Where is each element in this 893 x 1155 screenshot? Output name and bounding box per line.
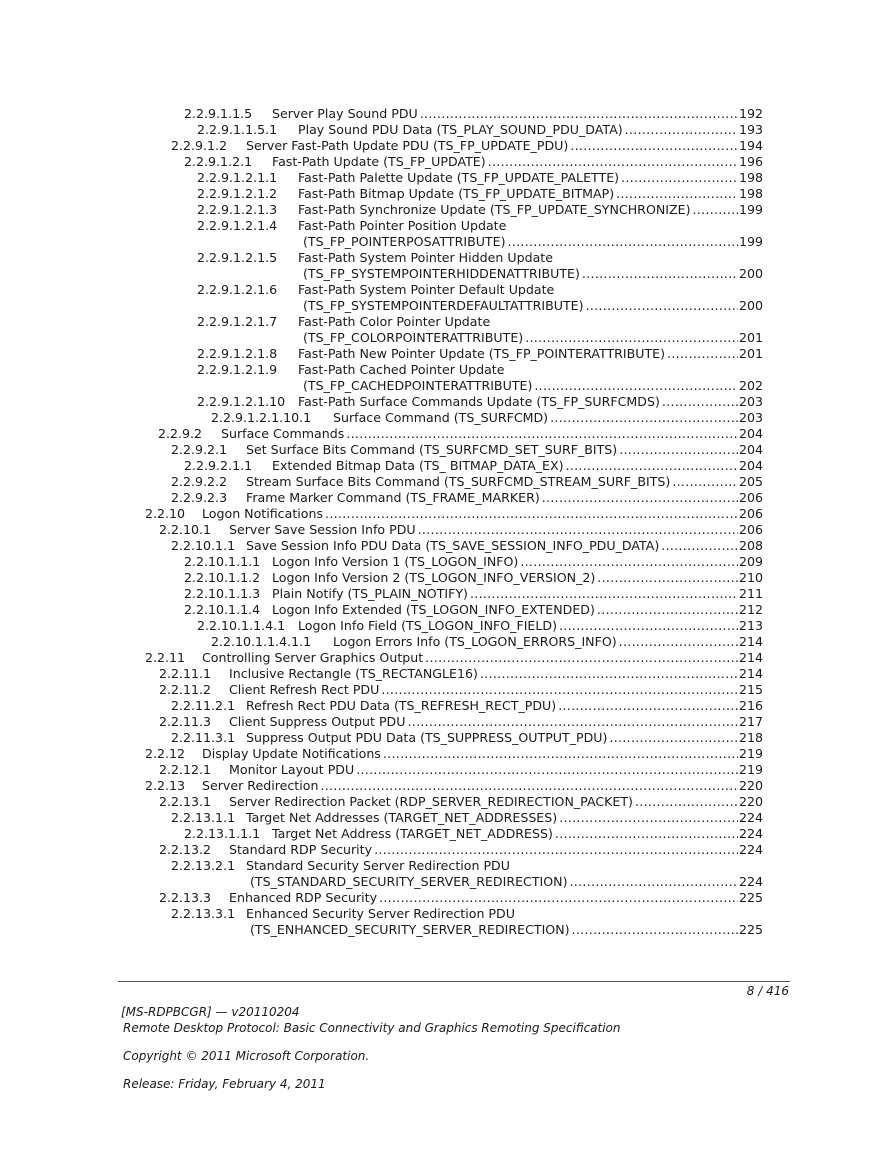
toc-entry-number: 2.2.10.1.1.4.1.1 — [211, 634, 312, 649]
toc-entry-number: 2.2.9.1.2.1.9 — [197, 362, 278, 377]
toc-entry[interactable] — [0, 282, 893, 314]
toc-entry-number: 2.2.9.2.2 — [171, 474, 228, 489]
dot-leader — [555, 826, 738, 842]
toc-entry-title-continued: (TS_FP_SYSTEMPOINTERHIDDENATTRIBUTE) — [303, 266, 580, 281]
toc-entry-title: Surface Commands — [221, 426, 345, 441]
toc-entry-page: 225 — [738, 922, 763, 937]
document-id: [MS-RDPBCGR] — v20110204 — [121, 1005, 300, 1019]
footer-divider — [118, 981, 790, 982]
toc-entry[interactable] — [0, 858, 893, 890]
toc-entry-number: 2.2.13.1.1.1 — [184, 826, 261, 841]
toc-entry[interactable] — [0, 698, 893, 714]
toc-entry-page: 217 — [738, 714, 763, 729]
toc-entry[interactable] — [0, 730, 893, 746]
toc-entry-number: 2.2.11.1 — [159, 666, 212, 681]
toc-entry[interactable] — [0, 106, 893, 122]
toc-entry-number: 2.2.11.2.1 — [171, 698, 236, 713]
toc-entry-title: Fast-Path Synchronize Update (TS_FP_UPDATE_SYNCHRONIZE) — [298, 202, 691, 217]
toc-entry[interactable] — [0, 202, 893, 218]
dot-leader — [586, 298, 738, 314]
toc-entry-title-continued: (TS_FP_CACHEDPOINTERATTRIBUTE) — [303, 378, 533, 393]
toc-entry-title: Fast-Path Update (TS_FP_UPDATE) — [272, 154, 486, 169]
toc-entry-title: Target Net Addresses (TARGET_NET_ADDRESSES) — [246, 810, 558, 825]
toc-entry-number: 2.2.9.1.2.1.7 — [197, 314, 278, 329]
toc-entry-number: 2.2.9.1.1.5.1 — [197, 122, 278, 137]
toc-entry[interactable] — [0, 346, 893, 362]
toc-entry-page: 206 — [738, 522, 763, 537]
dot-leader — [550, 410, 738, 426]
toc-entry-number: 2.2.10.1.1.4.1 — [197, 618, 286, 633]
toc-entry-page: 192 — [738, 106, 763, 121]
toc-entry[interactable] — [0, 154, 893, 170]
toc-entry-title: Stream Surface Bits Command (TS_SURFCMD_STREAM_SURF_BITS) — [246, 474, 671, 489]
toc-entry[interactable] — [0, 906, 893, 938]
dot-leader — [625, 122, 738, 138]
toc-entry-title: Logon Notifications — [202, 506, 324, 521]
dot-leader — [559, 810, 738, 826]
toc-entry-number: 2.2.9.1.2.1.4 — [197, 218, 278, 233]
toc-entry-title: Server Fast-Path Update PDU (TS_FP_UPDATE_PDU) — [246, 138, 569, 153]
dot-leader — [662, 394, 738, 410]
dot-leader — [621, 170, 738, 186]
toc-entry-title: Inclusive Rectangle (TS_RECTANGLE16) — [229, 666, 478, 681]
toc-entry[interactable] — [0, 602, 893, 618]
toc-entry[interactable] — [0, 122, 893, 138]
toc-entry-page: 219 — [738, 746, 763, 761]
toc-entry-title: Client Refresh Rect PDU — [229, 682, 380, 697]
toc-entry-page: 204 — [738, 442, 763, 457]
toc-entry-title: Logon Info Version 1 (TS_LOGON_INFO) — [272, 554, 519, 569]
toc-entry-page: 203 — [738, 410, 763, 425]
dot-leader — [374, 842, 738, 858]
toc-entry[interactable] — [0, 682, 893, 698]
toc-entry-title: Enhanced RDP Security — [229, 890, 378, 905]
toc-entry-title: Fast-Path Palette Update (TS_FP_UPDATE_PALETTE) — [298, 170, 620, 185]
toc-entry-number: 2.2.9.1.2 — [171, 138, 228, 153]
toc-entry-number: 2.2.9.1.2.1.5 — [197, 250, 278, 265]
toc-entry-title: Fast-Path Cached Pointer Update — [298, 362, 505, 377]
toc-entry[interactable] — [0, 522, 893, 538]
toc-entry-title: Target Net Address (TARGET_NET_ADDRESS) — [272, 826, 553, 841]
toc-entry[interactable] — [0, 474, 893, 490]
dot-leader — [346, 426, 738, 442]
toc-entry[interactable] — [0, 314, 893, 346]
dot-leader — [470, 586, 738, 602]
toc-entry-title: Display Update Notifications — [202, 746, 381, 761]
toc-entry-number: 2.2.11.3.1 — [171, 730, 236, 745]
toc-entry-number: 2.2.9.1.2.1.3 — [197, 202, 278, 217]
dot-leader — [381, 682, 738, 698]
dot-leader — [407, 714, 737, 730]
toc-entry-number: 2.2.10.1.1.3 — [184, 586, 261, 601]
toc-entry-page: 214 — [738, 634, 763, 649]
toc-entry-page: 198 — [738, 170, 763, 185]
dot-leader — [525, 330, 738, 346]
dot-leader — [619, 634, 738, 650]
toc-entry[interactable] — [0, 170, 893, 186]
toc-entry-page: 214 — [738, 666, 763, 681]
toc-entry-page: 215 — [738, 682, 763, 697]
toc-entry-page: 213 — [738, 618, 763, 633]
toc-entry-page: 216 — [738, 698, 763, 713]
toc-entry-page: 225 — [738, 890, 763, 905]
toc-entry[interactable] — [0, 506, 893, 522]
toc-entry-title-continued: (TS_STANDARD_SECURITY_SERVER_REDIRECTION) — [250, 874, 568, 889]
dot-leader — [320, 778, 738, 794]
toc-entry-number: 2.2.9.1.2.1.8 — [197, 346, 278, 361]
dot-leader — [572, 922, 738, 938]
dot-leader — [635, 794, 738, 810]
dot-leader — [356, 762, 738, 778]
toc-entry[interactable] — [0, 842, 893, 858]
toc-entry-title: Enhanced Security Server Redirection PDU — [246, 906, 515, 921]
toc-entry-number: 2.2.13.1 — [159, 794, 212, 809]
toc-entry-page: 198 — [738, 186, 763, 201]
toc-entry-title: Server Save Session Info PDU — [229, 522, 416, 537]
toc-entry-title: Controlling Server Graphics Output — [202, 650, 424, 665]
toc-entry-title-continued: (TS_ENHANCED_SECURITY_SERVER_REDIRECTION) — [250, 922, 570, 937]
toc-entry-number: 2.2.10.1.1.2 — [184, 570, 261, 585]
toc-entry[interactable] — [0, 618, 893, 634]
toc-entry-page: 200 — [738, 266, 763, 281]
page-number: 8 / 416 — [746, 984, 789, 998]
toc-entry-page: 193 — [738, 122, 763, 137]
toc-entry-page: 200 — [738, 298, 763, 313]
toc-entry-number: 2.2.10.1.1.1 — [184, 554, 261, 569]
dot-leader — [570, 874, 738, 890]
toc-entry[interactable] — [0, 650, 893, 666]
toc-entry-number: 2.2.10.1.1 — [171, 538, 236, 553]
dot-leader — [672, 474, 738, 490]
toc-entry-number: 2.2.9.2.3 — [171, 490, 228, 505]
dot-leader — [667, 346, 738, 362]
toc-entry[interactable] — [0, 186, 893, 202]
toc-entry[interactable] — [0, 746, 893, 762]
toc-entry-title: Logon Info Version 2 (TS_LOGON_INFO_VERSION_2) — [272, 570, 596, 585]
dot-leader — [418, 522, 738, 538]
toc-entry-page: 204 — [738, 426, 763, 441]
toc-entry[interactable] — [0, 394, 893, 410]
toc-entry-page: 208 — [738, 538, 763, 553]
toc-entry-page: 224 — [738, 826, 763, 841]
toc-entry-title-continued: (TS_FP_COLORPOINTERATTRIBUTE) — [303, 330, 524, 345]
toc-entry-number: 2.2.12 — [145, 746, 186, 761]
toc-entry-page: 194 — [738, 138, 763, 153]
dot-leader — [661, 538, 738, 554]
toc-entry[interactable] — [0, 570, 893, 586]
toc-entry-number: 2.2.11.2 — [159, 682, 212, 697]
toc-entry-title: Suppress Output PDU Data (TS_SUPPRESS_OUTPUT_PDU) — [246, 730, 608, 745]
toc-entry-title: Fast-Path System Pointer Hidden Update — [298, 250, 553, 265]
toc-entry-page: 203 — [738, 394, 763, 409]
dot-leader — [597, 570, 738, 586]
toc-entry-title: Logon Info Extended (TS_LOGON_INFO_EXTENDED) — [272, 602, 595, 617]
dot-leader — [570, 138, 738, 154]
dot-leader — [520, 554, 738, 570]
toc-entry-page: 224 — [738, 874, 763, 889]
toc-entry-page: 199 — [738, 234, 763, 249]
toc-entry[interactable] — [0, 810, 893, 826]
dot-leader — [559, 618, 738, 634]
toc-entry-number: 2.2.13.2 — [159, 842, 212, 857]
toc-entry-number: 2.2.13.3 — [159, 890, 212, 905]
dot-leader — [542, 490, 738, 506]
toc-entry-page: 214 — [738, 650, 763, 665]
toc-entry-page: 201 — [738, 330, 763, 345]
toc-entry[interactable] — [0, 138, 893, 154]
toc-entry-title: Fast-Path Color Pointer Update — [298, 314, 491, 329]
dot-leader — [692, 202, 737, 218]
toc-entry-page: 201 — [738, 346, 763, 361]
toc-entry-title: Client Suppress Output PDU — [229, 714, 406, 729]
toc-entry-page: 196 — [738, 154, 763, 169]
release-date: Release: Friday, February 4, 2011 — [123, 1077, 326, 1091]
toc-entry[interactable] — [0, 634, 893, 650]
toc-entry[interactable] — [0, 714, 893, 730]
toc-entry-number: 2.2.13.3.1 — [171, 906, 236, 921]
toc-entry-title: Fast-Path Bitmap Update (TS_FP_UPDATE_BITMAP) — [298, 186, 615, 201]
toc-entry-page: 199 — [738, 202, 763, 217]
toc-entry-page: 202 — [738, 378, 763, 393]
dot-leader — [609, 730, 738, 746]
toc-entry-title: Server Play Sound PDU — [272, 106, 418, 121]
dot-leader — [480, 666, 738, 682]
toc-entry-title: Logon Info Field (TS_LOGON_INFO_FIELD) — [298, 618, 557, 633]
toc-entry-page: 224 — [738, 810, 763, 825]
toc-entry-number: 2.2.9.1.2.1.6 — [197, 282, 278, 297]
dot-leader — [597, 602, 738, 618]
toc-entry-title: Fast-Path New Pointer Update (TS_FP_POINTERATTRIBUTE) — [298, 346, 666, 361]
toc-entry-page: 206 — [738, 506, 763, 521]
dot-leader — [325, 506, 738, 522]
toc-entry[interactable] — [0, 538, 893, 554]
toc-entry[interactable] — [0, 442, 893, 458]
toc-entry-page: 206 — [738, 490, 763, 505]
toc-entry-number: 2.2.10 — [145, 506, 186, 521]
toc-entry-number: 2.2.13 — [145, 778, 186, 793]
toc-entry-number: 2.2.9.1.2.1.10 — [197, 394, 286, 409]
toc-entry[interactable] — [0, 362, 893, 394]
toc-entry-number: 2.2.10.1.1.4 — [184, 602, 261, 617]
toc-entry-number: 2.2.10.1 — [159, 522, 212, 537]
toc-entry-title: Standard RDP Security — [229, 842, 373, 857]
toc-entry-page: 219 — [738, 762, 763, 777]
toc-entry-page: 220 — [738, 794, 763, 809]
toc-entry-title: Server Redirection — [202, 778, 319, 793]
toc-entry-page: 204 — [738, 458, 763, 473]
toc-entry-page: 210 — [738, 570, 763, 585]
toc-entry-number: 2.2.13.2.1 — [171, 858, 236, 873]
toc-entry[interactable] — [0, 778, 893, 794]
table-of-contents — [0, 106, 893, 938]
toc-entry-page: 205 — [738, 474, 763, 489]
toc-entry-number: 2.2.9.2.1 — [171, 442, 228, 457]
toc-entry[interactable] — [0, 826, 893, 842]
toc-entry[interactable] — [0, 458, 893, 474]
dot-leader — [508, 234, 738, 250]
toc-entry-title: Surface Command (TS_SURFCMD) — [333, 410, 549, 425]
toc-entry-page: 212 — [738, 602, 763, 617]
toc-entry-number: 2.2.9.2.1.1 — [184, 458, 253, 473]
toc-entry[interactable] — [0, 426, 893, 442]
toc-entry-title: Fast-Path Pointer Position Update — [298, 218, 507, 233]
dot-leader — [534, 378, 738, 394]
toc-entry-title: Save Session Info PDU Data (TS_SAVE_SESSION_INFO_PDU_DATA) — [246, 538, 660, 553]
toc-entry-number: 2.2.9.1.1.5 — [184, 106, 253, 121]
toc-entry[interactable] — [0, 762, 893, 778]
document-title: Remote Desktop Protocol: Basic Connectivity and Graphics Remoting Specification — [123, 1021, 621, 1035]
toc-entry[interactable] — [0, 890, 893, 906]
toc-entry-page: 220 — [738, 778, 763, 793]
toc-entry-title: Refresh Rect PDU Data (TS_REFRESH_RECT_PDU) — [246, 698, 557, 713]
toc-entry[interactable] — [0, 586, 893, 602]
toc-entry-title: Server Redirection Packet (RDP_SERVER_REDIRECTION_PACKET) — [229, 794, 633, 809]
toc-entry[interactable] — [0, 490, 893, 506]
toc-entry-title: Monitor Layout PDU — [229, 762, 355, 777]
toc-entry[interactable] — [0, 218, 893, 250]
toc-entry-number: 2.2.9.1.2.1.10.1 — [211, 410, 312, 425]
toc-entry-title: Extended Bitmap Data (TS_ BITMAP_DATA_EX) — [272, 458, 564, 473]
dot-leader — [420, 106, 738, 122]
toc-entry-number: 2.2.9.2 — [158, 426, 203, 441]
toc-entry-title: Fast-Path Surface Commands Update (TS_FP_SURFCMDS) — [298, 394, 660, 409]
toc-entry-title: Fast-Path System Pointer Default Update — [298, 282, 555, 297]
dot-leader — [425, 650, 738, 666]
toc-entry[interactable] — [0, 410, 893, 426]
toc-entry-title: Play Sound PDU Data (TS_PLAY_SOUND_PDU_DATA) — [298, 122, 623, 137]
toc-entry-page: 224 — [738, 842, 763, 857]
toc-entry-number: 2.2.11 — [145, 650, 186, 665]
dot-leader — [558, 698, 738, 714]
dot-leader — [616, 186, 738, 202]
toc-entry[interactable] — [0, 250, 893, 282]
toc-entry-number: 2.2.9.1.2.1.1 — [197, 170, 278, 185]
copyright-notice: Copyright © 2011 Microsoft Corporation. — [123, 1049, 370, 1063]
toc-entry-page: 218 — [738, 730, 763, 745]
dot-leader — [488, 154, 738, 170]
toc-entry-title-continued: (TS_FP_POINTERPOSATTRIBUTE) — [303, 234, 506, 249]
toc-entry[interactable] — [0, 794, 893, 810]
dot-leader — [379, 890, 738, 906]
toc-entry-title: Frame Marker Command (TS_FRAME_MARKER) — [246, 490, 540, 505]
toc-entry-title: Standard Security Server Redirection PDU — [246, 858, 510, 873]
dot-leader — [383, 746, 738, 762]
dot-leader — [619, 442, 738, 458]
toc-entry-page: 209 — [738, 554, 763, 569]
toc-entry[interactable] — [0, 666, 893, 682]
toc-entry[interactable] — [0, 554, 893, 570]
toc-entry-number: 2.2.12.1 — [159, 762, 212, 777]
toc-entry-number: 2.2.13.1.1 — [171, 810, 236, 825]
dot-leader — [582, 266, 738, 282]
toc-entry-number: 2.2.11.3 — [159, 714, 212, 729]
dot-leader — [566, 458, 738, 474]
toc-entry-title: Set Surface Bits Command (TS_SURFCMD_SET_SURF_BITS) — [246, 442, 618, 457]
toc-entry-title: Logon Errors Info (TS_LOGON_ERRORS_INFO) — [333, 634, 617, 649]
toc-entry-title: Plain Notify (TS_PLAIN_NOTIFY) — [272, 586, 468, 601]
toc-entry-page: 211 — [738, 586, 763, 601]
toc-entry-title-continued: (TS_FP_SYSTEMPOINTERDEFAULTATTRIBUTE) — [303, 298, 584, 313]
toc-entry-number: 2.2.9.1.2.1.2 — [197, 186, 278, 201]
toc-entry-number: 2.2.9.1.2.1 — [184, 154, 253, 169]
